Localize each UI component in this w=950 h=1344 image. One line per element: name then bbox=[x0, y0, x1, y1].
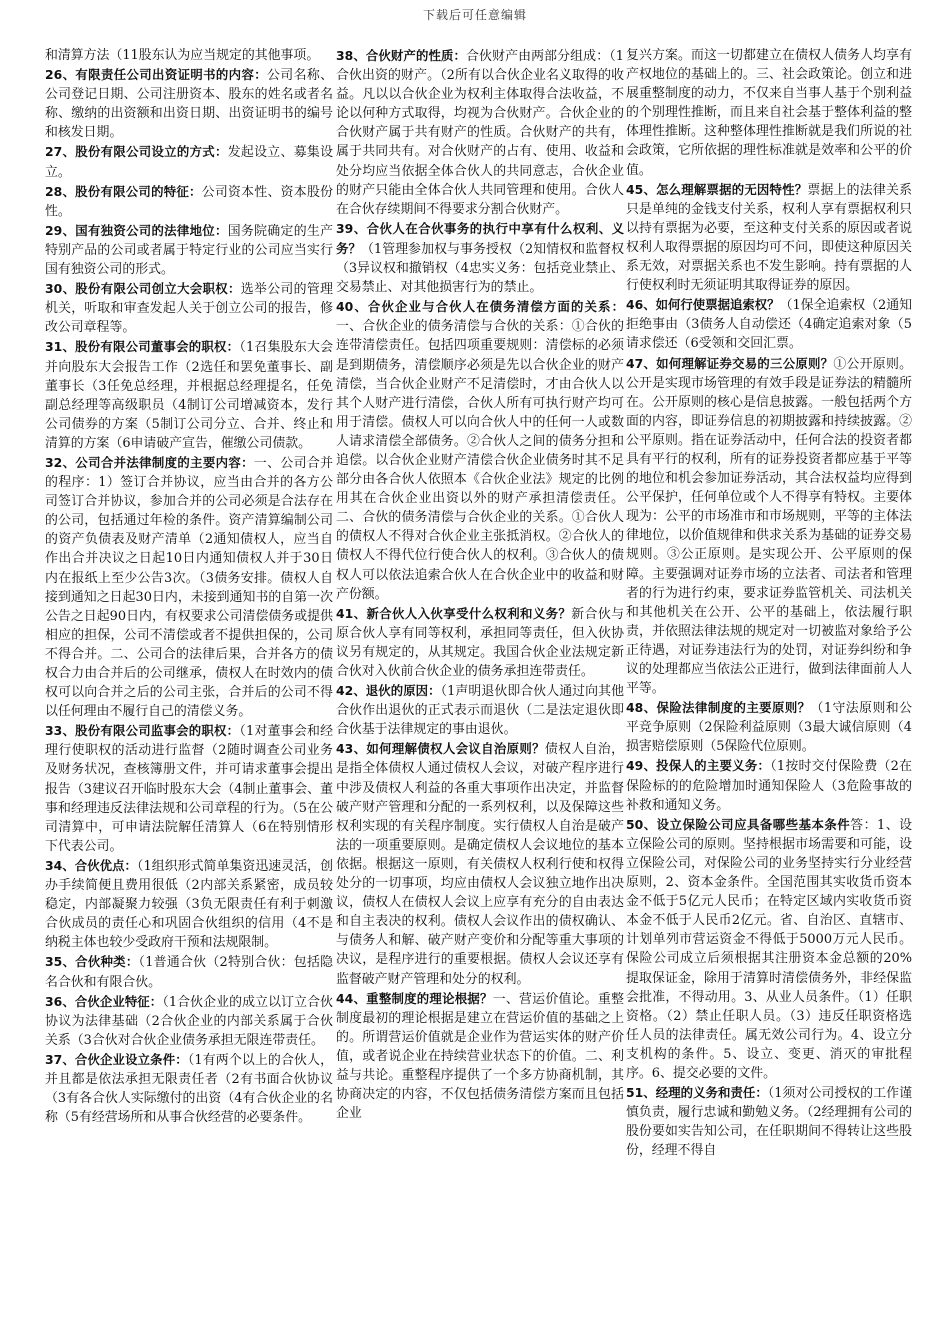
article-title: 48、保险法律制度的主要原则？ bbox=[626, 700, 811, 716]
article-body: 票据上的法律关系只是单纯的金钱支付关系，权利人享有票据权利只以持有票据为必要，至这种支付关系的原因或者说权利人取得票据的原因均可不问，即使这种原因关系无效，对票据关系也不发生影响。持有票据的人行使权利时无须证明其取得证券的原因。 bbox=[626, 182, 912, 294]
article-entry bbox=[626, 1083, 912, 1160]
article-entry bbox=[626, 815, 912, 1083]
article-title: 33、股份有限公司监事会的职权： bbox=[45, 723, 240, 739]
article-body: 一、营运价值论。重整制度最初的理论根据是建立在营运价值的基础之上的。所谓营运价值就是企业作为营运实体的财产价值，或者说企业在持续营业状态下的价值。二、利益与共论。重整程序提供了一个多方协商机制，其协商决定的内容，不仅包括债务清偿方案而且包括企业 bbox=[336, 991, 624, 1122]
article-body: （1须对公司授权的工作谨慎负责，履行忠诚和勤勉义务。（2经理拥有公司的股份要如实告知公司，在任职期间不得转让这些股份，经理不得自 bbox=[626, 1086, 912, 1159]
column-1 bbox=[45, 46, 333, 1336]
article-body: （1对董事会和经理行使职权的活动进行监督（2随时调查公司业务及财务状况，查核簿册文件，并可请求董事会提出报告（3建议召开临时股东大会（4制止董事会、董事和经理违反法律法规和公司章程的行为。（5在公司清算中，可申请法院解任清算人（6在特别情形下代表公司。 bbox=[45, 724, 333, 854]
article-entry bbox=[336, 739, 624, 988]
article-entry bbox=[45, 952, 333, 991]
article-title: 43、如何理解债权人会议自治原则？ bbox=[336, 741, 545, 757]
article-entry bbox=[45, 279, 333, 337]
article-entry bbox=[336, 989, 624, 1124]
article-title: 32、公司合并法律制度的主要内容： bbox=[45, 454, 254, 470]
article-body: （1有两个以上的合伙人，并且都是依法承担无限责任者（2有书面合伙协议（3有各合伙人实际缴付的出资（4有合伙企业的名称（5有经营场所和从事合伙经营的必要条件。 bbox=[45, 1052, 333, 1126]
article-title: 44、重整制度的理论根据？ bbox=[336, 990, 493, 1006]
article-body: （1保全追索权（2通知拒绝事由（3债务人自动偿还（4确定追索对象（5请求偿还（6受领和交回汇票。 bbox=[626, 298, 912, 352]
article-body: 公司资本性、资本股份性。 bbox=[45, 184, 333, 219]
article-entry bbox=[626, 180, 912, 296]
column-2 bbox=[336, 46, 624, 1336]
article-title: 34、合伙优点： bbox=[45, 857, 137, 873]
article-entry bbox=[45, 337, 333, 453]
article-entry bbox=[45, 721, 333, 856]
article-title: 37、合伙企业设立条件： bbox=[45, 1051, 188, 1067]
article-body: （1合伙企业的成立以订立合伙协议为法律基础（2合伙企业的内部关系属于合伙关系（3合伙对合伙企业债务承担无限连带责任。 bbox=[45, 994, 333, 1048]
article-title: 35、合伙种类： bbox=[45, 954, 139, 970]
article-entry bbox=[626, 698, 912, 756]
article-body: （1管理参加权与事务授权（2知情权和监督权（3异议权和撤销权（4忠实义务：包括竞业禁止、交易禁止、对其他损害行为的禁止。 bbox=[336, 241, 624, 296]
article-title: 36、合伙企业特征： bbox=[45, 993, 163, 1009]
article-entry bbox=[336, 681, 624, 739]
article-body: 发起设立、募集设立。 bbox=[45, 145, 333, 180]
article-title: 38、合伙财产的性质： bbox=[336, 48, 467, 63]
article-title: 26、有限责任公司出资证明书的内容： bbox=[45, 67, 268, 83]
page-header: 下载后可任意编辑 bbox=[422, 8, 527, 22]
article-title: 30、股份有限公司创立大会职权： bbox=[45, 281, 241, 297]
article-body: 一、公司合并的程序：1）签订合并协议，应当由合并的各方公司签订合并协议，参加合并的公司必须是合法存在的公司，包括通过年检的条件。资产清算编制公司的资产负债表及财产清单（2通知债权人，应当自作出合并决议之日起10日内通知债权人并于30日内在报纸上至少公告3次。（3债务安排。债权人自接到通知之日起30日内，未接到通知书的自第一次公告之日起90日内，有权要求公司清偿债务或提供相应的担保，公司不清偿或者不提供担保的，公司不得合并。二、公司合的法律后果，合并各方的债权合力由合并后的公司继承，债权人在时效内的债权可以向合并之后的公司主张，合并后的公司不得以任何理由不履行自己的清偿义务。 bbox=[45, 455, 333, 720]
article-title: 28、股份有限公司的特征： bbox=[45, 183, 202, 199]
article-entry bbox=[45, 65, 333, 142]
article-entry bbox=[336, 219, 624, 297]
article-body: 答：1、设立保险公司的原则。坚持根据市场需要和可能，设立保险公司，对保险公司的业务坚持实行分业经营原则，2、资本金条件。全国范围其实收货币资本金不低于5亿元人民币；在特定区域内实收货币资本金不低于人民币2亿元。省、自治区、直辖市、计划单列市营运资金不得低于5000万元人民币。保险公司成立后须根据其注册资本金总额的20%提取保证金，除用于清算时清偿债务外，非经保监会批准，不得动用。3、从业人员条件。（1）任职资格。（2）禁止任职人员。（3）违反任职资格选任人员的法律责任。属无效公司行为。4、设立分支机构的条件。5、设立、变更、消灭的审批程序。6、提交必要的文件。 bbox=[626, 817, 912, 1081]
article-title: 41、新合伙人入伙享受什么权利和义务？ bbox=[336, 605, 572, 621]
article-body: 复兴方案。而这一切都建立在债权人债务人均享有产权地位的基础上的。三、社会政策论。创立和进展重整制度的动力，不仅来自当事人基于个别利益的个别理性推断，而且来自社会基于整体利益的整体理性推断。这种整体理性推断就是我们所说的社会政策，它所依据的理性标准就是效率和公平的价值。 bbox=[626, 48, 912, 178]
article-entry bbox=[626, 46, 912, 180]
article-body: （1召集股东大会并向股东大会报告工作（2选任和罢免董事长、副董事长（3任免总经理，并根据总经理提名，任免副总经理等高级职员（4制订公司增减资本，发行公司债券的方案（5制订公司分立、合并、终止和清算的方案（6申请破产宣告，催缴公司债款。 bbox=[45, 340, 333, 451]
article-body: 合伙财产由两部分组成：（1合伙出资的财产。（2所有以合伙企业名义取得的收益。凡以以合伙企业为权利主体取得合法收益，不论以何种方式取得，均视为合伙财产。合伙企业的合伙财产属于共有财产的性质。合伙财产的共有，属于共同共有。对合伙财产的占有、使用、收益和处分均应当依据全体合伙人的共同意志，合伙企业的财产只能由全体合伙人共同管理和使用。合伙人在合伙存续期间不得要求分割合伙财产。 bbox=[336, 49, 624, 217]
article-title: 49、投保人的主要义务： bbox=[626, 758, 771, 774]
article-entry bbox=[45, 1050, 333, 1127]
article-entry bbox=[626, 295, 912, 353]
article-entry bbox=[626, 354, 912, 699]
article-title: 40、合伙企业与合伙人在债务清偿方面的关系： bbox=[336, 299, 624, 315]
article-entry bbox=[45, 182, 333, 221]
article-title: 39、合伙人在合伙事务的执行中享有什么权利、义务？ bbox=[336, 220, 624, 256]
article-body: （1按时交付保险费（2在保险标的的危险增加时通知保险人（3危险事故的补救和通知义务。 bbox=[626, 759, 912, 813]
article-body: 债权人自治，是指全体债权人通过债权人会议，对破产程序进行中涉及债权人利益的各重大事项作出决定，并监督破产财产管理和分配的一系列权利，以及保障这些权利实现的有关程序制度。实行债权人自治是破产法的一项重要原则。是确定债权人会议地位的基本依据。根据这一原则，有关债权人权利行使和权得处分的一切事项，均应由债权人会议独立地作出决议，债权人在债权人会议上应享有充分的自由表达和自主表决的权利。债权人会议作出的债权确认、与债务人和解、破产财产变价和分配等重大事项的决议，是程序进行的重要根据。债权人会议还享有监督破产财产管理和处分的权利。 bbox=[336, 742, 624, 987]
article-entry bbox=[626, 756, 912, 814]
article-entry bbox=[45, 453, 333, 721]
article-entry bbox=[336, 46, 624, 219]
article-body: （1声明退伙即合伙人通过向其他合伙作出退伙的正式表示而退伙（二是法定退伙即合伙基于法律规定的事由退伙。 bbox=[336, 684, 624, 738]
article-body: 选举公司的管理机关，听取和审查发起人关于创立公司的报告，修改公司章程等。 bbox=[45, 282, 333, 336]
article-title: 46、如何行使票据追索权？ bbox=[626, 297, 780, 313]
article-body: 一、合伙企业的债务清偿与合伙的关系：①合伙的连带清偿责任。包括四项重要规则：清偿标的必须是到期债务，清偿顺序必须是先以合伙企业的财产清偿，当合伙企业财产不足清偿时，才由合伙人以其个人财产进行清偿，合伙人所有可执行财产均可用于清偿。债权人可以向合伙人中的任何一人或数人请求清偿全部债务。②合伙人之间的债务分担和追偿。以合伙企业财产清偿合伙企业债务时其不足部分由各合伙人依照本《合伙企业法》规定的比例用其在合伙企业出资以外的财产承担清偿责任。二、合伙的债务清偿与合伙企业的关系。①合伙人的债权人不得对合伙企业主张抵消权。②合伙人的债权人不得代位行使合伙人的权利。③合伙人的债权人可以依法追索合伙人在合伙企业中的收益和财产份额。 bbox=[336, 319, 624, 602]
article-title: 31、股份有限公司董事会的职权： bbox=[45, 339, 240, 355]
article-entry bbox=[336, 604, 624, 681]
article-body: （1普通合伙（2特别合伙：包括隐名合伙和有限合伙。 bbox=[45, 955, 333, 990]
article-entry bbox=[45, 142, 333, 181]
article-title: 45、怎么理解票据的无因特性？ bbox=[626, 181, 808, 197]
article-body: 新合伙与原合伙人享有同等权利，承担同等责任，但入伙协议另有规定的，从其规定。我国合伙企业法规定新合伙对入伙前合伙企业的债务承担连带责任。 bbox=[336, 606, 624, 679]
column-3 bbox=[626, 46, 912, 1336]
article-body: （1组织形式简单集资迅速灵活，创办手续简便且费用很低（2内部关系紧密，成员较稳定，内部凝聚力较强（3负无限责任有利于刺激合伙成员的责任心和巩固合伙组织的信用（4不是纳税主体也较少受政府干预和法规限制。 bbox=[45, 858, 333, 951]
article-entry bbox=[45, 856, 333, 952]
article-title: 50、设立保险公司应具备哪些基本条件 bbox=[626, 816, 851, 832]
article-body: 公司名称、公司登记日期、公司注册资本、股东的姓名或者名称、缴纳的出资额和出资日期、出资证明书的编号和核发日期。 bbox=[45, 68, 333, 141]
article-entry bbox=[336, 297, 624, 604]
article-title: 47、如何理解证券交易的三公原则？ bbox=[626, 355, 834, 371]
article-entry bbox=[45, 221, 333, 279]
article-title: 27、股份有限公司设立的方式： bbox=[45, 144, 228, 160]
article-body: ①公开原则。公开是实现市场管理的有效手段是证券法的精髓所在。公开原则的核心是信息披露。一般包括两个方面的内容，即证券信息的初期披露和持续披露。②公平原则。指在证券活动中，任何合法的投资者都具有平行的权利，所有的证券投资者都应基于平等的地位和机会参加证券活动，其合法权益均应得到公平保护，任何单位或个人不得享有特权。主要体现为：公平的市场准市和市场规则，平等的主体法律地位，以价值规律和供求关系为基础的证券交易规则。③公正原则。是实现公开、公平原则的保障。主要强调对证券市场的立法者、司法者和管理者的行为进行约束，要求证券监管机关、司法机关和其他机关在公开、公平的基础上，依法履行职责，并依照法律法规的规定对一切被监对象给予公正待遇，对证券违法行为的处罚，对证券纠纷和争议的处理都应当依法公正进行，做到法律面前人人平等。 bbox=[626, 356, 912, 697]
article-title: 42、退伙的原因： bbox=[336, 683, 441, 699]
article-body: （1守法原则和公平竞争原则（2保险利益原则（3最大诚信原则（4损害赔偿原则（5保险代位原则。 bbox=[626, 701, 912, 755]
article-body: 和清算方法（11股东认为应当规定的其他事项。 bbox=[45, 48, 320, 63]
article-entry bbox=[45, 992, 333, 1050]
article-body: 国务院确定的生产特别产品的公司或者属于特定行业的公司应当实行国有独资公司的形式。 bbox=[45, 223, 333, 278]
article-entry bbox=[45, 46, 333, 65]
article-title: 51、经理的义务和责任： bbox=[626, 1085, 768, 1101]
article-title: 29、国有独资公司的法律地位： bbox=[45, 222, 228, 238]
